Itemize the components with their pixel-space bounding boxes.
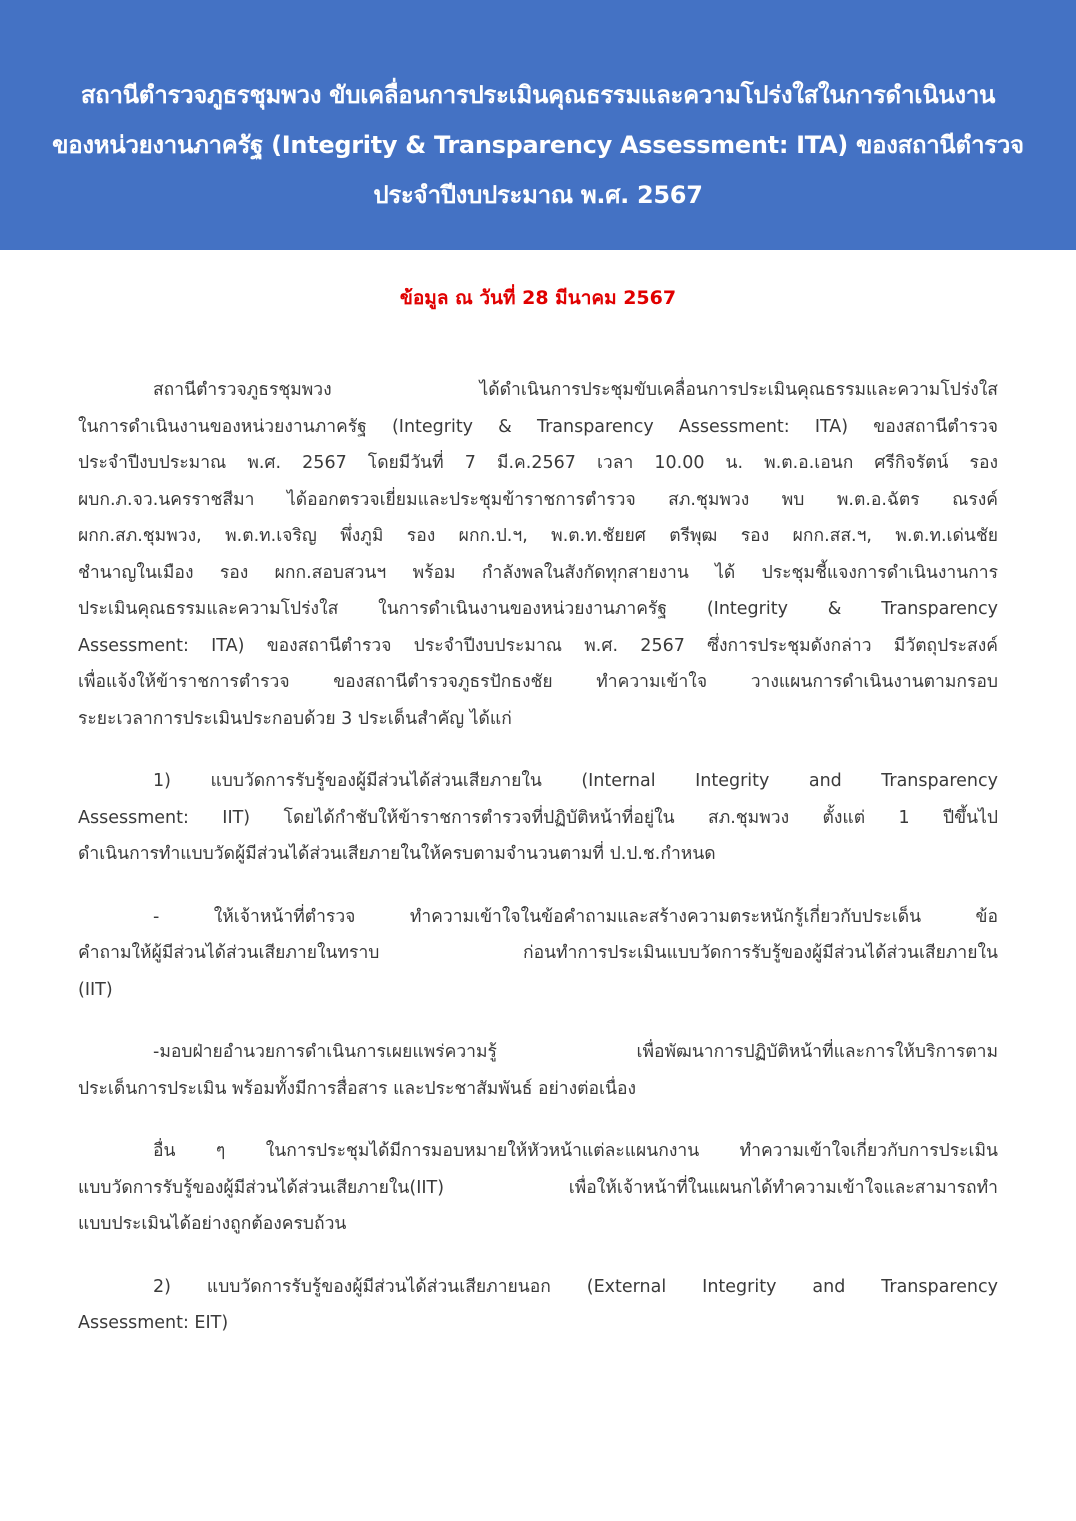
paragraph-line: ผกก.สภ.ชุมพวง, พ.ต.ท.เจริญ พึ่งภูมิ รอง ผกก.ป.ฯ, พ.ต.ท.ชัยยศ ตรีพุฒ รอง ผกก.สส.ฯ, พ.ต.ท.เด่นชัย (78, 526, 998, 546)
page-title-line-3: ประจำปีงบประมาณ พ.ศ. 2567 (373, 181, 703, 209)
paragraph-line: อื่น ๆ ในการประชุมได้มีการมอบหมายให้หัวหน้าแต่ละแผนกงาน ทำความเข้าใจเกี่ยวกับการประเมิน (153, 1141, 998, 1161)
paragraph-line: 1) แบบวัดการรับรู้ของผู้มีส่วนได้ส่วนเสียภายใน (Internal Integrity and Transparency (153, 771, 998, 791)
paragraph-line: คำถามให้ผู้มีส่วนได้ส่วนเสียภายในทราบ ก่อนทำการประเมินแบบวัดการรับรู้ของผู้มีส่วนได้ส่วนเสียภายใน (78, 943, 998, 963)
paragraph-intro (78, 372, 998, 737)
paragraph-line: ประจำปีงบประมาณ พ.ศ. 2567 โดยมีวันที่ 7 มี.ค.2567 เวลา 10.00 น. พ.ต.อ.เอนก ศรีกิจรัตน์ รอง (78, 453, 998, 473)
paragraph-line: Assessment: EIT) (78, 1313, 229, 1333)
paragraph-publicize (78, 1034, 998, 1107)
paragraph-line: ประเมินคุณธรรมและความโปร่งใส ในการดำเนินงานของหน่วยงานภาครัฐ (Integrity & Transparency (78, 599, 998, 619)
paragraph-line: Assessment: ITA) ของสถานีตำรวจ ประจำปีงบประมาณ พ.ศ. 2567 ซึ่งการประชุมดังกล่าว มีวัตถุประสงค์ (78, 635, 998, 656)
paragraph-line: Assessment: IIT) โดยได้กำชับให้ข้าราชการตำรวจที่ปฏิบัติหน้าที่อยู่ใน สภ.ชุมพวง ตั้งแต่ 1 ปีขึ้นไป (78, 807, 998, 828)
data-date: ข้อมูล ณ วันที่ 28 มีนาคม 2567 (399, 287, 677, 309)
paragraph-line: สถานีตำรวจภูธรชุมพวง ได้ดำเนินการประชุมขับเคลื่อนการประเมินคุณธรรมและความโปร่งใส (153, 380, 998, 400)
page-title-line-1: สถานีตำรวจภูธรชุมพวง ขับเคลื่อนการประเมินคุณธรรมและความโปร่งใสในการดำเนินงาน (80, 81, 996, 109)
paragraph-line: แบบวัดการรับรู้ของผู้มีส่วนได้ส่วนเสียภายใน(IIT) เพื่อให้เจ้าหน้าที่ในแผนกได้ทำความเข้าใจและสามารถทำ (78, 1177, 998, 1198)
page-title-line-2: ของหน่วยงานภาครัฐ (Integrity & Transparency Assessment: ITA) ของสถานีตำรวจ (52, 131, 1024, 159)
paragraph-line: เพื่อแจ้งให้ข้าราชการตำรวจ ของสถานีตำรวจภูธรปักธงชัย ทำความเข้าใจ วางแผนการดำเนินงานตามกรอบ (78, 672, 998, 692)
paragraph-other (78, 1133, 998, 1243)
paragraph-line: ชำนาญในเมือง รอง ผกก.สอบสวนฯ พร้อม กำลังพลในสังกัดทุกสายงาน ได้ ประชุมชี้แจงการดำเนินงานการ (78, 562, 998, 583)
paragraph-line: -มอบฝ่ายอำนวยการดำเนินการเผยแพร่ความรู้ เพื่อพัฒนาการปฏิบัติหน้าที่และการให้บริการตาม (153, 1042, 998, 1062)
paragraph-line: ประเด็นการประเมิน พร้อมทั้งมีการสื่อสาร และประชาสัมพันธ์ อย่างต่อเนื่อง (78, 1078, 637, 1099)
paragraph-line: 2) แบบวัดการรับรู้ของผู้มีส่วนได้ส่วนเสียภายนอก (External Integrity and Transparency (153, 1276, 998, 1297)
paragraph-iit (78, 763, 998, 873)
paragraph-line: ดำเนินการทำแบบวัดผู้มีส่วนได้ส่วนเสียภายในให้ครบตามจำนวนตามที่ ป.ป.ช.กำหนด (78, 844, 716, 864)
header-banner (0, 0, 1076, 250)
paragraph-line: ระยะเวลาการประเมินประกอบด้วย 3 ประเด็นสำคัญ ได้แก่ (78, 708, 512, 729)
paragraph-iit-officers (78, 899, 998, 1009)
paragraph-line: (IIT) (78, 979, 113, 1000)
paragraph-eit (78, 1269, 998, 1342)
paragraph-line: แบบประเมินได้อย่างถูกต้องครบถ้วน (78, 1214, 347, 1234)
document-body (78, 372, 998, 1342)
paragraph-line: ผบก.ภ.จว.นครราชสีมา ได้ออกตรวจเยี่ยมและประชุมข้าราชการตำรวจ สภ.ชุมพวง พบ พ.ต.อ.ฉัตร ณรงค์ (78, 489, 998, 510)
paragraph-line: - ให้เจ้าหน้าที่ตำรวจ ทำความเข้าใจในข้อคำถามและสร้างความตระหนักรู้เกี่ยวกับประเด็น ข้อ (153, 906, 998, 927)
paragraph-line: ในการดำเนินงานของหน่วยงานภาครัฐ (Integrity & Transparency Assessment: ITA) ของสถานีตำรวจ (78, 416, 998, 437)
